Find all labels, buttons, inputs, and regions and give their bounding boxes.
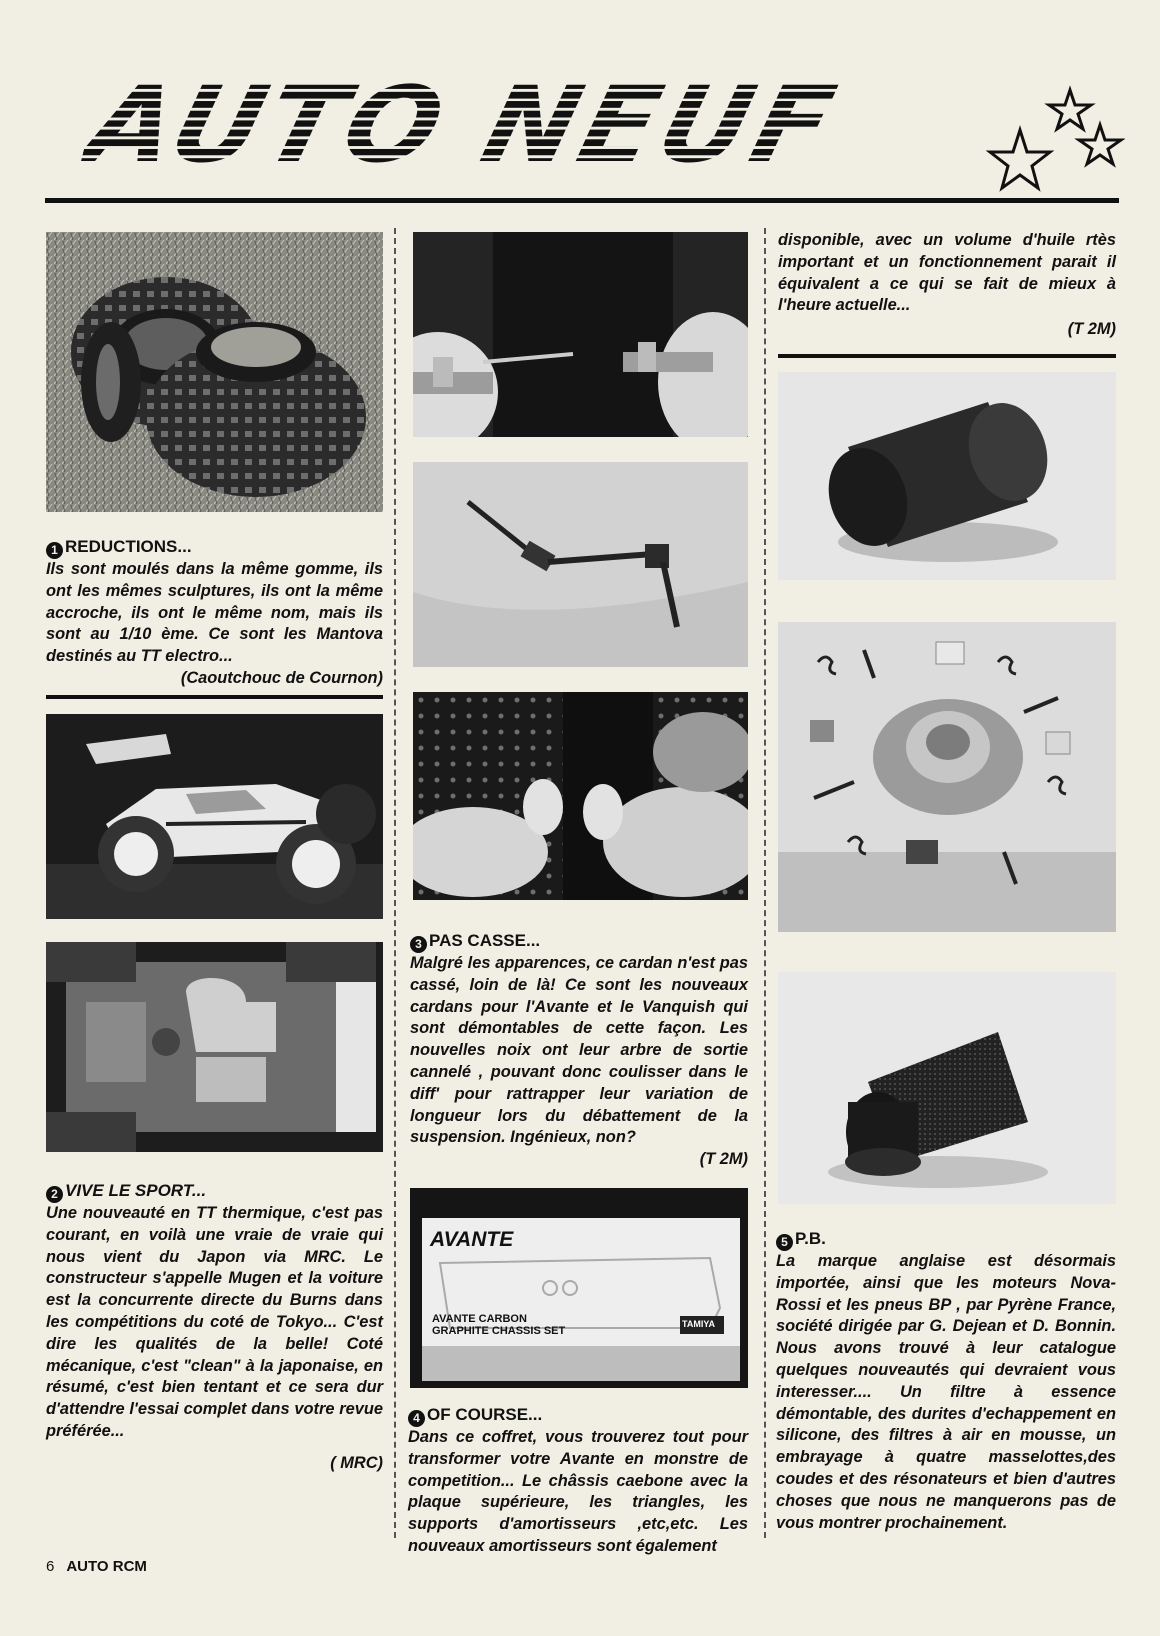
caption-heading (46, 536, 383, 559)
box-product (432, 1313, 565, 1337)
caption-of-course (408, 1404, 748, 1558)
caption-body: Dans ce coffret, vous trouverez tout pour transformer votre Avante en monstre de competition... Le châssis caebone avec la plaque supérieure, les triangles, les supports d'amortisseurs ,etc,etc. Les nouveaux amortisseurs sont également (408, 1428, 748, 1555)
caption-pas-casse (410, 930, 748, 1171)
masthead (40, 60, 1130, 210)
masthead-title: AUTO NEUF (74, 64, 850, 186)
section-rule (46, 695, 383, 699)
buggy-photo (46, 714, 383, 919)
heading-text: VIVE LE SPORT... (65, 1181, 207, 1200)
column-divider (764, 228, 766, 1538)
number-badge: 3 (410, 936, 427, 953)
caption-body: Malgré les apparences, ce cardan n'est pas cassé, loin de là! Ce sont les nouveaux cardans pour l'Avante et le Vanquish qui sont démontables de cette façon. Les nouvelles noix ont leur arbre de sortie cannelé , pouvant donc coulisser dans le diff' pour rattrapper leur variation de longueur lors du débattement de la suspension. Ingénieux, non? (410, 954, 748, 1147)
heading-text: P.B. (795, 1229, 826, 1248)
caption-heading (776, 1228, 1116, 1251)
heading-text: PAS CASSE... (429, 931, 541, 950)
header-rule (45, 198, 1119, 203)
chassis-box-photo (410, 1188, 748, 1388)
air-filter-photo (778, 972, 1116, 1204)
caption-body: disponible, avec un volume d'huile rtès important et un fonctionnement parait il équivalent a ce qui se fait de mieux à l'heure actuelle... (778, 231, 1116, 315)
caption-credit: (Caoutchouc de Cournon) (180, 668, 383, 687)
driveshaft-photo (413, 462, 748, 667)
column-divider (394, 228, 396, 1538)
box-label-line1: AVANTE CARBON (432, 1313, 527, 1325)
heading-text: OF COURSE... (427, 1405, 543, 1424)
caption-heading (46, 1180, 383, 1203)
box-label-line2: GRAPHITE CHASSIS SET (432, 1325, 566, 1337)
page-footer (46, 1558, 147, 1575)
magazine-name: AUTO RCM (66, 1558, 147, 1575)
caption-credit: (T 2M) (1067, 320, 1116, 339)
caption-body: Une nouveauté en TT thermique, c'est pas courant, en voilà une vraie de vraie qui nous vient du Japon via MRC. Le constructeur s'appelle Mugen et la voiture est la concurrente directe du Burns dans les compétitions du coté de Tokyo... C'est dire les qualités de la belle! Coté mécanique, c'est "clean" à la japonaise, en résumé, c'est bien tentant et ce sera dur d'attendre l'essai complet dans votre revue préférée... (46, 1204, 383, 1440)
caption-credit: ( MRC) (330, 1453, 383, 1472)
caption-heading (410, 930, 748, 953)
heading-text: REDUCTIONS... (65, 537, 192, 556)
caption-heading (408, 1404, 748, 1427)
clutch-photo (778, 622, 1116, 932)
tires-photo (46, 232, 383, 512)
caption-body: La marque anglaise est désormais importée, ainsi que les moteurs Nova-Rossi et les pneus BP , par Pyrène France, société dirigée par G. Dejean et D. Bonnin. Nous avons trouvé à leur catalogue quelques nouveautés qui devraient vous interesser.... Un filtre à essence démontable, des durites d'echappement en silicone, des filtres à air en mousse, un embrayage à quatre masselottes,des coudes et des résonateurs et bien d'autres choses que nous ne manquerons pas de vous montrer prochainement. (776, 1252, 1116, 1532)
caption-continued (778, 230, 1116, 341)
caption-credit: (T 2M) (699, 1150, 748, 1169)
stars-icon (975, 80, 1125, 200)
filter-cylinder-photo (778, 372, 1116, 580)
number-badge: 5 (776, 1234, 793, 1251)
section-rule (778, 354, 1116, 358)
shafts-photo (413, 232, 748, 437)
caption-pb (776, 1228, 1116, 1534)
number-badge: 2 (46, 1186, 63, 1203)
cardan-photo (413, 692, 748, 900)
chassis-photo (46, 942, 383, 1152)
caption-sport (46, 1180, 383, 1475)
box-maker: TAMIYA (682, 1319, 716, 1329)
number-badge: 4 (408, 1410, 425, 1427)
page-number: 6 (46, 1558, 55, 1575)
caption-reductions (46, 536, 383, 690)
number-badge: 1 (46, 542, 63, 559)
box-brand: AVANTE (430, 1228, 514, 1251)
caption-body: Ils sont moulés dans la même gomme, ils ont les mêmes sculptures, ils ont la même accroche, ils ont le même nom, mais ils sont au 1/10 ème. Ce sont les Mantova destinés au TT electro... (46, 560, 383, 666)
